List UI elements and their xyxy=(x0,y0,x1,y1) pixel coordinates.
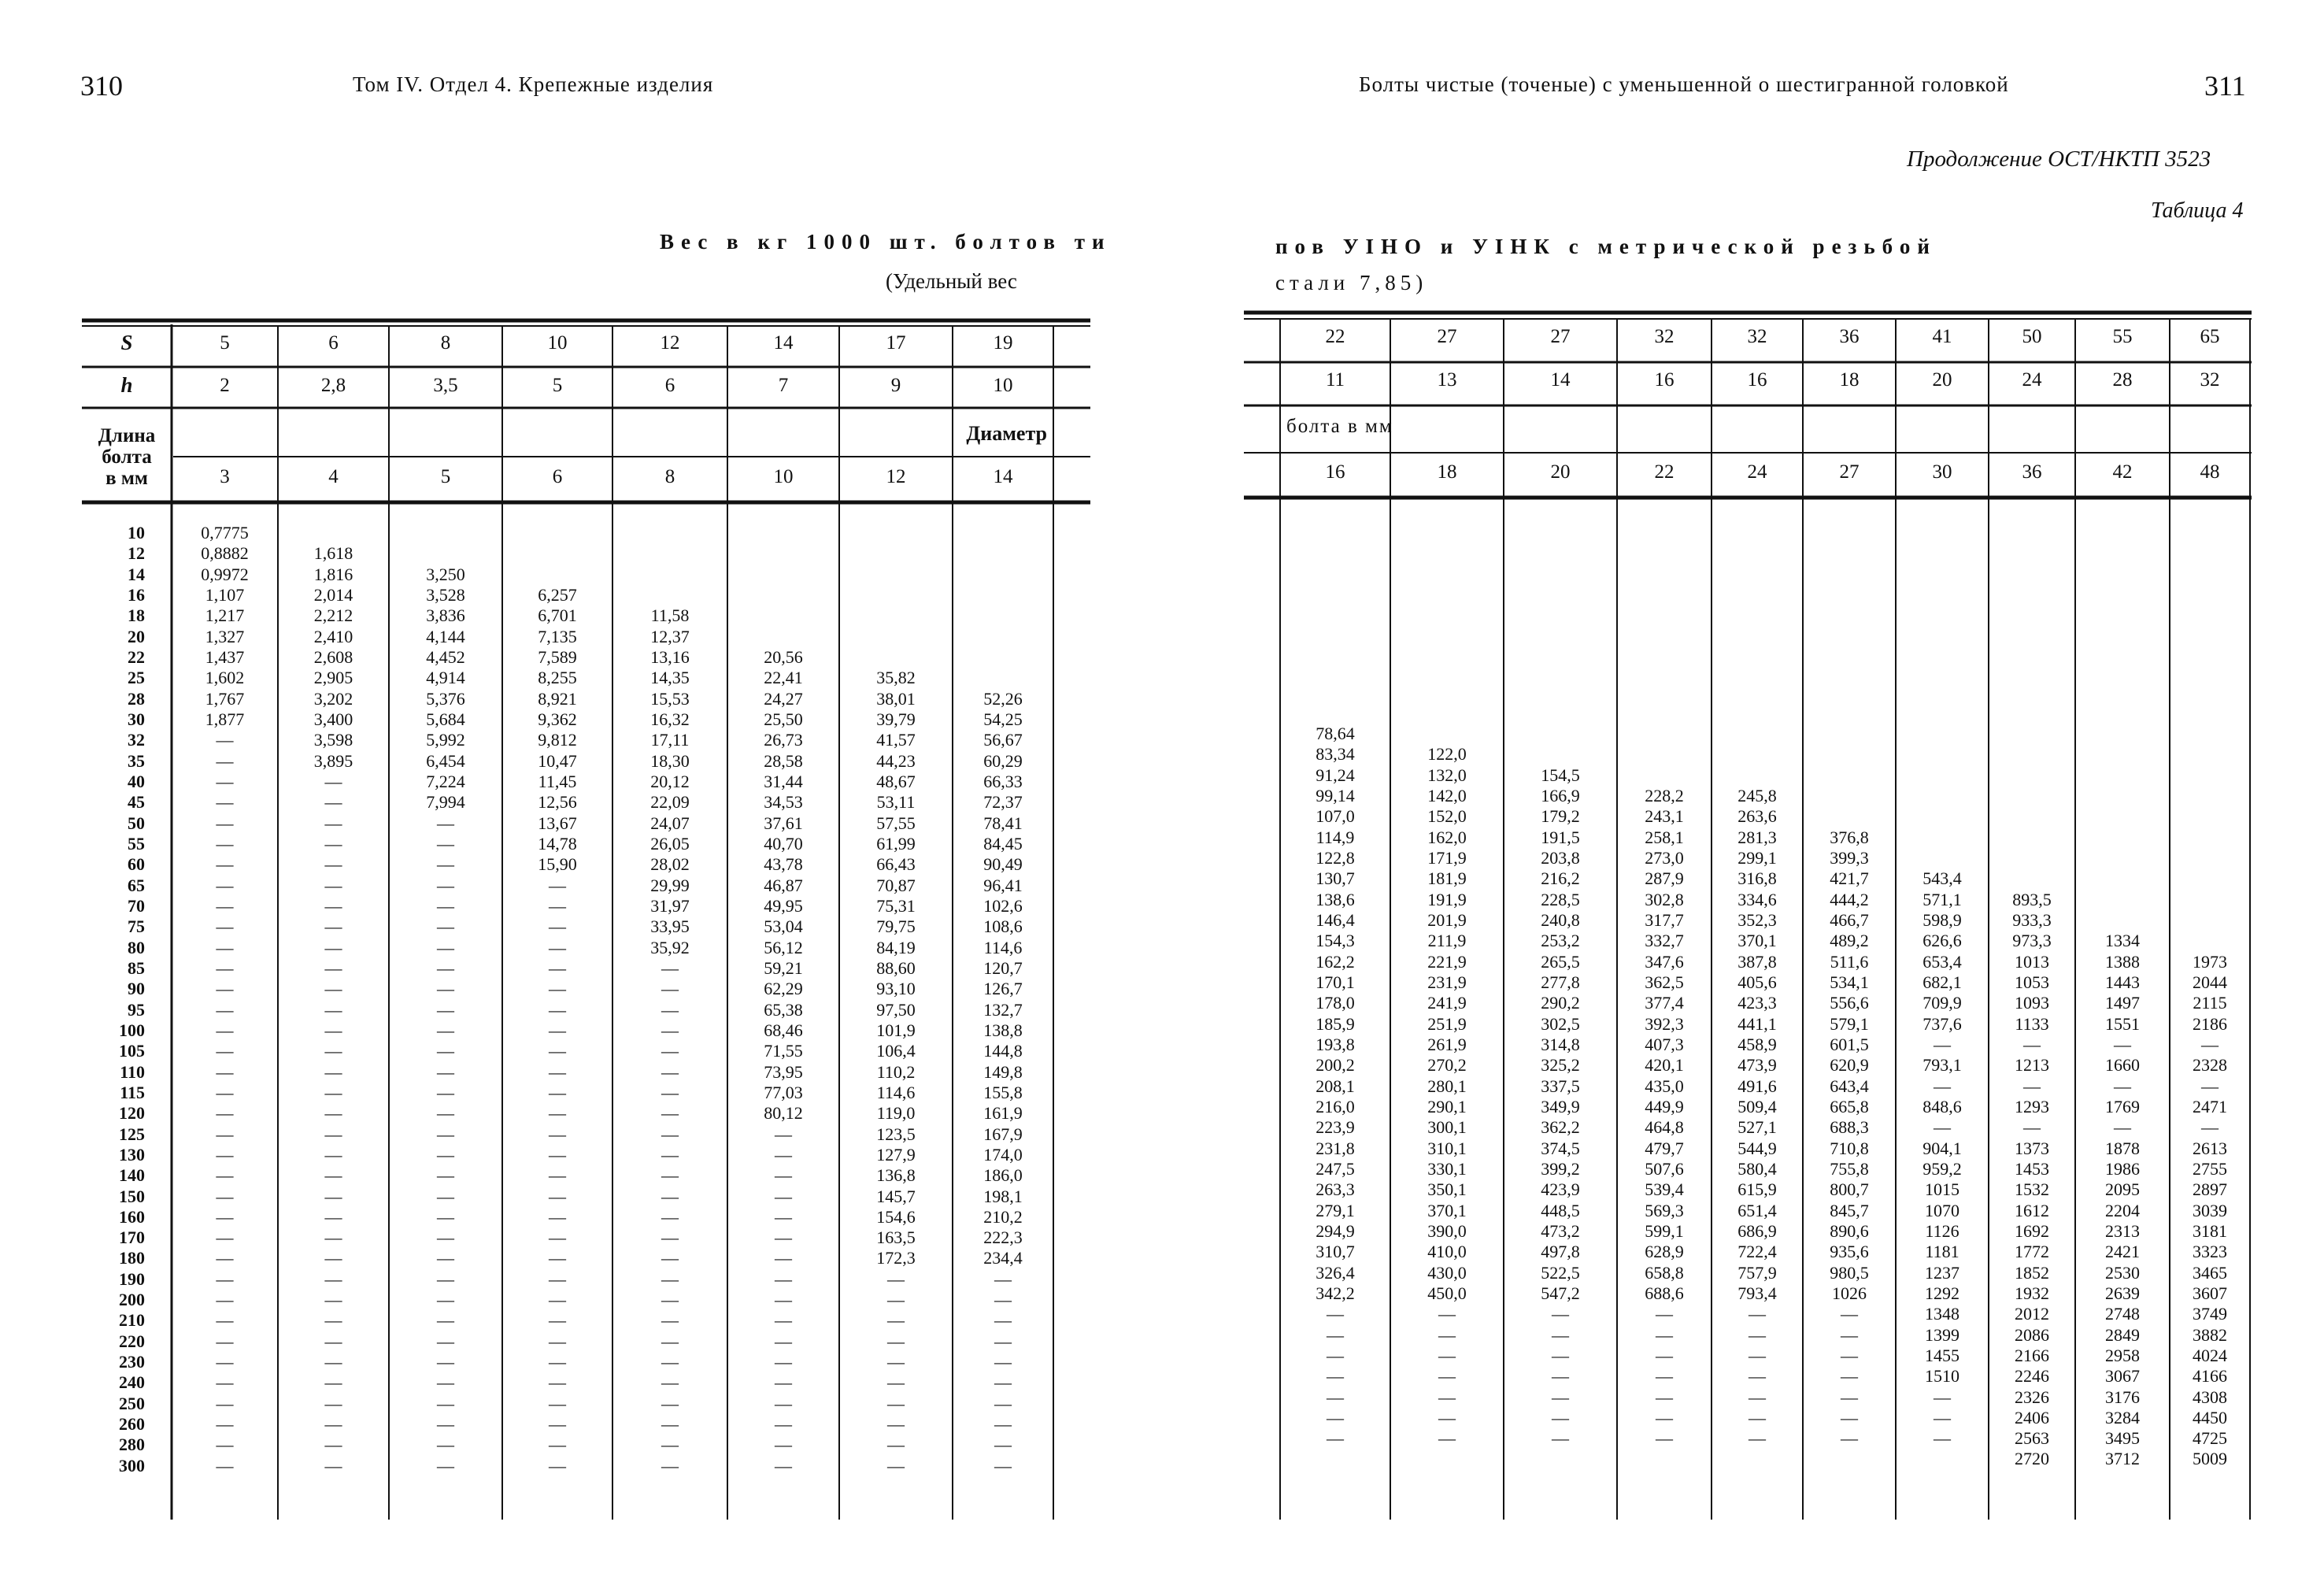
right-d-cell-2: 18 xyxy=(1437,461,1457,483)
row-s-label: S xyxy=(120,331,133,354)
length-label-line-1: Длина xyxy=(98,425,156,446)
right-d-cell-6: 27 xyxy=(1839,461,1860,483)
left-s-cell-6: 14 xyxy=(773,332,794,354)
left-d-cell-8: 14 xyxy=(993,466,1013,487)
left-h-cell-2: 2,8 xyxy=(320,375,346,396)
right-length-label: болта в мм xyxy=(1286,416,1393,437)
right-table-title: пов УІНО и УІНК с метрической резьбой xyxy=(1275,235,1937,258)
right-weight-column-2: 122,0 132,0 142,0 152,0 162,0 171,9 181,9 191,9 201,9 211,9 221,9 231,9 241,9 251,9 261,9 270,2 280,1 290,1 300,1 310,1 330,1 350,1 370,1 390,0 410,0 430,0 450,0 — — — — — — — xyxy=(1427,744,1467,1449)
right-s-cell-5: 32 xyxy=(1747,326,1767,347)
left-s-cell-2: 6 xyxy=(328,332,339,354)
right-h-cell-7: 20 xyxy=(1932,369,1952,391)
right-h-cell-8: 24 xyxy=(2022,369,2042,391)
right-h-cell-4: 16 xyxy=(1654,369,1675,391)
left-table-title: Вес в кг 1000 шт. болтов ти xyxy=(660,230,1112,254)
left-page-number: 310 xyxy=(80,70,123,102)
left-d-cell-5: 8 xyxy=(664,466,675,487)
right-d-cell-8: 36 xyxy=(2022,461,2042,483)
left-h-cell-8: 10 xyxy=(993,375,1013,396)
left-s-cell-7: 17 xyxy=(886,332,906,354)
right-page-number: 311 xyxy=(2204,70,2246,102)
right-d-cell-9: 42 xyxy=(2112,461,2133,483)
table-number: Таблица 4 xyxy=(2151,198,2244,223)
left-weight-column-8: 52,26 54,25 56,67 60,29 66,33 72,37 78,41 84,45 90,49 96,41 102,6 108,6 114,6 120,7 126,7 132,7 138,8 144,8 149,8 155,8 161,9 167,9 174,0 186,0 198,1 210,2 222,3 234,4 — — — — — — — — — — xyxy=(983,688,1023,1475)
left-weight-column-3: 3,250 3,528 3,836 4,144 4,452 4,914 5,376 5,684 5,992 6,454 7,224 7,994 — — — — — — — — — — — — — — — — — — — — — — — — — — — — — — — — xyxy=(426,564,465,1475)
right-d-cell-3: 20 xyxy=(1550,461,1571,483)
right-weight-column-8: 893,5 933,3 973,3 1013 1053 1093 1133 — 1213 — 1293 — 1373 1453 1532 1612 1692 1772 1852 1932 2012 2086 2166 2246 2326 2406 2563 2720 xyxy=(2012,889,2052,1469)
length-column: 10 12 14 16 18 20 22 25 28 30 32 35 40 45 50 55 60 65 70 75 80 85 90 95 100 105 110 115 120 125 130 140 150 160 170 180 190 200 210 220 230 240 250 260 280 300 xyxy=(119,523,145,1475)
row-h-label: h xyxy=(120,373,133,397)
left-h-cell-4: 5 xyxy=(552,375,563,396)
left-d-cell-1: 3 xyxy=(220,466,230,487)
left-d-cell-6: 10 xyxy=(773,466,794,487)
right-running-head: Болты чистые (точеные) с уменьшенной о шестигранной головкой xyxy=(1359,72,2009,96)
right-d-cell-1: 16 xyxy=(1325,461,1345,483)
left-running-head: Том IV. Отдел 4. Крепежные изделия xyxy=(353,72,714,96)
diameter-label: Диаметр xyxy=(966,422,1047,445)
right-d-cell-5: 24 xyxy=(1747,461,1767,483)
left-s-cell-5: 12 xyxy=(660,332,680,354)
right-weight-column-9: 1334 1388 1443 1497 1551 — 1660 — 1769 — 1878 1986 2095 2204 2313 2421 2530 2639 2748 2849 2958 3067 3176 3284 3495 3712 xyxy=(2105,931,2140,1469)
left-d-cell-7: 12 xyxy=(886,466,906,487)
right-h-cell-1: 11 xyxy=(1325,369,1345,391)
right-s-cell-10: 65 xyxy=(2200,326,2220,347)
left-weight-column-4: 6,257 6,701 7,135 7,589 8,255 8,921 9,362 9,812 10,47 11,45 12,56 13,67 14,78 15,90 — — — — — — — — — — — — — — — — — — — — — — — — — — — — — xyxy=(538,584,577,1475)
left-d-cell-4: 6 xyxy=(552,466,563,487)
length-label-line-2: болта xyxy=(102,446,152,468)
right-s-cell-8: 50 xyxy=(2022,326,2042,347)
right-weight-column-10: 1973 2044 2115 2186 — 2328 — 2471 — 2613 2755 2897 3039 3181 3323 3465 3607 3749 3882 4024 4166 4308 4450 4725 5009 xyxy=(2193,951,2227,1469)
left-h-cell-7: 9 xyxy=(890,375,901,396)
left-d-cell-2: 4 xyxy=(328,466,339,487)
right-s-cell-3: 27 xyxy=(1550,326,1571,347)
left-weight-column-6: 20,56 22,41 24,27 25,50 26,73 28,58 31,44 34,53 37,61 40,70 43,78 46,87 49,95 53,04 56,12 59,21 62,29 65,38 68,46 71,55 73,95 77,03 80,12 — — — — — — — — — — — — — — — — — xyxy=(764,646,803,1475)
right-h-cell-9: 28 xyxy=(2112,369,2133,391)
left-weight-column-1: 0,7775 0,8882 0,9972 1,107 1,217 1,327 1,437 1,602 1,767 1,877 — — — — — — — — — — — — — — — — — — — — — — — — — — — — — — — — — — — — xyxy=(201,523,249,1475)
right-weight-column-6: 376,8 399,3 421,7 444,2 466,7 489,2 511,6 534,1 556,6 579,1 601,5 620,9 643,4 665,8 688,3 710,8 755,8 800,7 845,7 890,6 935,6 980,5 1026 — — — — — — — xyxy=(1830,827,1869,1449)
right-s-cell-4: 32 xyxy=(1654,326,1675,347)
right-table-subtitle: стали 7,85) xyxy=(1275,271,1428,294)
right-s-cell-2: 27 xyxy=(1437,326,1457,347)
right-d-cell-4: 22 xyxy=(1654,461,1675,483)
left-h-cell-1: 2 xyxy=(220,375,230,396)
left-h-cell-3: 3,5 xyxy=(433,375,458,396)
length-label-line-3: в мм xyxy=(105,468,148,489)
right-s-cell-9: 55 xyxy=(2112,326,2133,347)
right-h-cell-5: 16 xyxy=(1747,369,1767,391)
right-s-cell-1: 22 xyxy=(1325,326,1345,347)
left-h-cell-6: 7 xyxy=(778,375,789,396)
left-s-cell-3: 8 xyxy=(440,332,451,354)
left-table-subtitle: (Удельный вес xyxy=(886,269,1017,293)
left-weight-column-5: 11,58 12,37 13,16 14,35 15,53 16,32 17,11 18,30 20,12 22,09 24,07 26,05 28,02 29,99 31,97 33,95 35,92 — — — — — — — — — — — — — — — — — — — — — — — — — xyxy=(650,605,690,1475)
continuation-note: Продолжение ОСТ/НКТП 3523 xyxy=(1907,146,2211,172)
right-weight-column-7: 543,4 571,1 598,9 626,6 653,4 682,1 709,9 737,6 — 793,1 — 848,6 — 904,1 959,2 1015 1070 1126 1181 1237 1292 1348 1399 1455 1510 — — — xyxy=(1922,868,1962,1449)
left-weight-column-7: 35,82 38,01 39,79 41,57 44,23 48,67 53,11 57,55 61,99 66,43 70,87 75,31 79,75 84,19 88,60 93,10 97,50 101,9 106,4 110,2 114,6 119,0 123,5 127,9 136,8 145,7 154,6 163,5 172,3 — — — — — — — — — — xyxy=(876,668,916,1475)
length-label xyxy=(82,425,172,489)
right-weight-column-5: 245,8 263,6 281,3 299,1 316,8 334,6 352,3 370,1 387,8 405,6 423,3 441,1 458,9 473,9 491,6 509,4 527,1 544,9 580,4 615,9 651,4 686,9 722,4 757,9 793,4 — — — — — — — xyxy=(1737,785,1777,1449)
right-weight-column-3: 154,5 166,9 179,2 191,5 203,8 216,2 228,5 240,8 253,2 265,5 277,8 290,2 302,5 314,8 325,2 337,5 349,9 362,2 374,5 399,2 423,9 448,5 473,2 497,8 522,5 547,2 — — — — — — — xyxy=(1541,765,1580,1449)
right-s-cell-7: 41 xyxy=(1932,326,1952,347)
right-d-cell-10: 48 xyxy=(2200,461,2220,483)
right-h-cell-6: 18 xyxy=(1839,369,1860,391)
right-h-cell-2: 13 xyxy=(1437,369,1457,391)
right-h-cell-3: 14 xyxy=(1550,369,1571,391)
right-d-cell-7: 30 xyxy=(1932,461,1952,483)
right-weight-column-4: 228,2 243,1 258,1 273,0 287,9 302,8 317,7 332,7 347,6 362,5 377,4 392,3 407,3 420,1 435,0 449,9 464,8 479,7 507,6 539,4 569,3 599,1 628,9 658,8 688,6 — — — — — — — xyxy=(1645,785,1684,1449)
right-weight-column-1: 78,64 83,34 91,24 99,14 107,0 114,9 122,8 130,7 138,6 146,4 154,3 162,2 170,1 178,0 185,9 193,8 200,2 208,1 216,0 223,9 231,8 247,5 263,3 279,1 294,9 310,7 326,4 342,2 — — — — — — — xyxy=(1316,724,1355,1449)
left-weight-column-2: 1,618 1,816 2,014 2,212 2,410 2,608 2,905 3,202 3,400 3,598 3,895 — — — — — — — — — — — — — — — — — — — — — — — — — — — — — — — — — — xyxy=(313,543,353,1475)
right-h-cell-10: 32 xyxy=(2200,369,2220,391)
left-d-cell-3: 5 xyxy=(440,466,451,487)
left-s-cell-4: 10 xyxy=(547,332,568,354)
left-h-cell-5: 6 xyxy=(664,375,675,396)
left-s-cell-1: 5 xyxy=(220,332,230,354)
left-s-cell-8: 19 xyxy=(993,332,1013,354)
right-s-cell-6: 36 xyxy=(1839,326,1860,347)
